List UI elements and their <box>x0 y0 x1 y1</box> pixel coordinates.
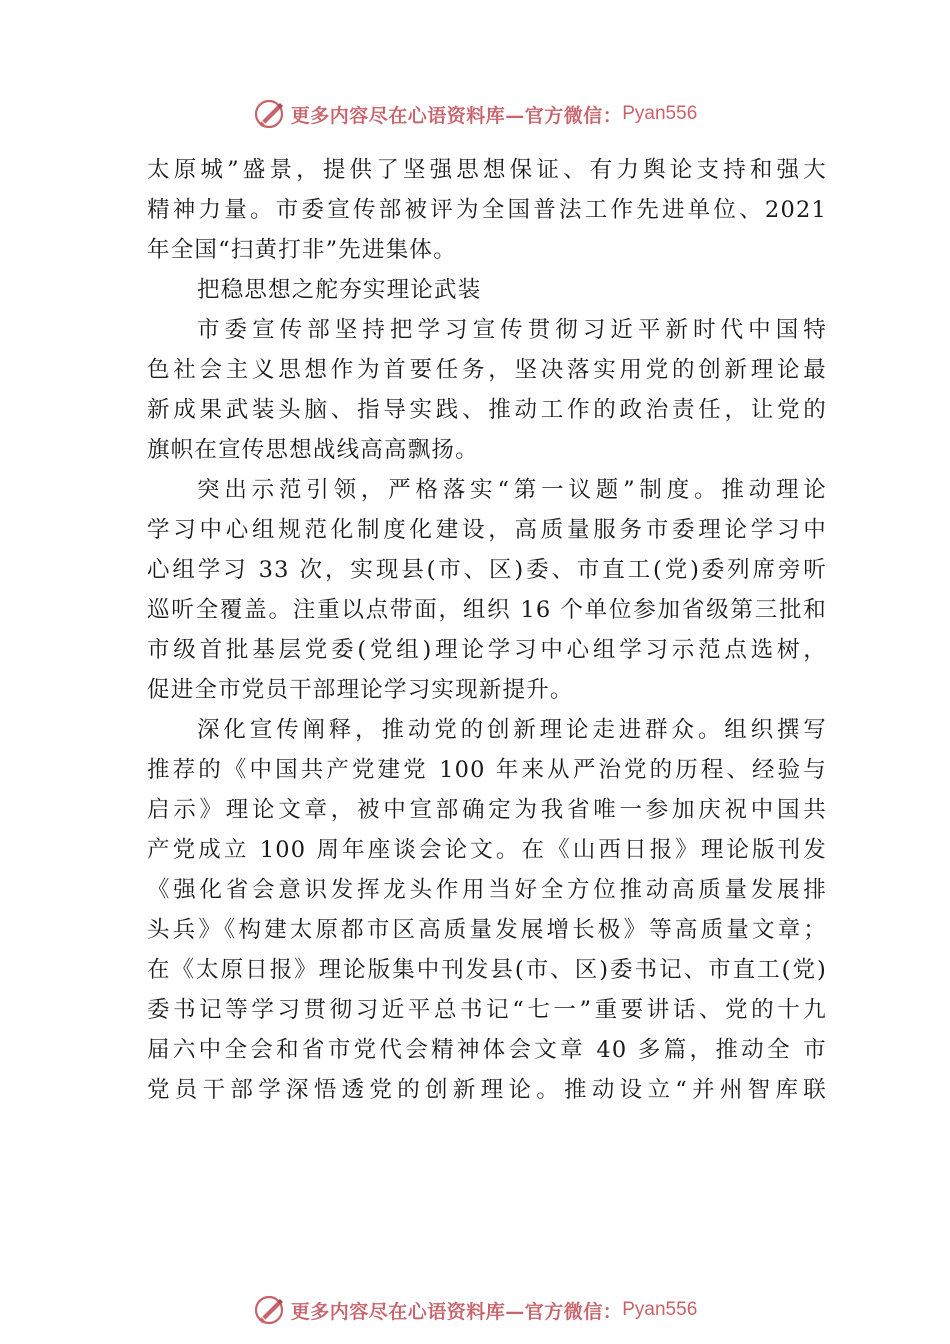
text-line: 年全国“扫黄打非”先进集体。 <box>147 237 457 263</box>
text-line: 党员干部学深悟透党的创新理论。推动设立“并州智库联 <box>147 1077 827 1103</box>
text-line: 学习中心组规范化制度化建设，高质量服务市委理论学习中 <box>147 517 827 543</box>
text-line: 启示》理论文章，被中宣部确定为我省唯一参加庆祝中国共 <box>147 797 827 823</box>
watermark-text: 更多内容尽在心语资料库—官方微信： <box>290 1300 623 1323</box>
watermark-wechat-id: Pyan556 <box>622 1299 698 1320</box>
text-line: 突出示范引领，严格落实“第一议题”制度。推动理论 <box>197 477 827 503</box>
header-watermark <box>0 94 950 134</box>
text-line: 新成果武装头脑、指导实践、推动工作的政治责任，让党的 <box>147 397 827 423</box>
text-line: 促进全市党员干部理论学习实现新提升。 <box>147 677 574 703</box>
text-line: 深化宣传阐释，推动党的创新理论走进群众。组织撰写 <box>197 717 827 743</box>
watermark-text: 更多内容尽在心语资料库—官方微信： <box>290 104 623 127</box>
paragraph <box>147 310 827 470</box>
text-line: 精神力量。市委宣传部被评为全国普法工作先进单位、2021 <box>147 197 827 223</box>
text-line: 市委宣传部坚持把学习宣传贯彻习近平新时代中国特 <box>197 317 827 343</box>
text-line: 产党成立 100 周年座谈会论文。在《山西日报》理论版刊发 <box>147 837 827 863</box>
text-line: 巡听全覆盖。注重以点带面，组织 16 个单位参加省级第三批和 <box>147 597 827 623</box>
paragraph <box>147 150 827 270</box>
footer-watermark <box>0 1290 950 1330</box>
document-body <box>147 150 827 1110</box>
text-line: 委书记等学习贯彻习近平总书记“七一”重要讲话、党的十九 <box>147 997 827 1023</box>
paragraph <box>147 470 827 710</box>
text-line: 届六中全会和省市党代会精神体会文章 40 多篇，推动全 市 <box>147 1037 827 1063</box>
text-line: 头兵》《构建太原都市区高质量发展增长极》等高质量文章； <box>147 917 827 943</box>
text-line: 在《太原日报》理论版集中刊发县(市、区)委书记、市直工(党) <box>147 957 827 983</box>
text-line: 旗帜在宣传思想战线高高飘扬。 <box>147 437 479 463</box>
text-line: 心组学习 33 次，实现县(市、区)委、市直工(党)委列席旁听 <box>147 557 827 583</box>
text-line: 太原城”盛景，提供了坚强思想保证、有力舆论支持和强大 <box>147 157 827 183</box>
text-line: 色社会主义思想作为首要任务，坚决落实用党的创新理论最 <box>147 357 827 383</box>
section-heading <box>147 270 827 310</box>
watermark-wechat-id: Pyan556 <box>622 103 698 124</box>
pen-logo-icon <box>253 1294 285 1326</box>
text-line: 市级首批基层党委(党组)理论学习中心组学习示范点选树， <box>147 637 827 663</box>
paragraph <box>147 710 827 1110</box>
text-line: 《强化省会意识发挥龙头作用当好全方位推动高质量发展排 <box>147 877 827 903</box>
pen-logo-icon <box>253 98 285 130</box>
text-line: 推荐的《中国共产党建党 100 年来从严治党的历程、经验与 <box>147 757 827 783</box>
heading-line: 把稳思想之舵夯实理论武装 <box>197 277 482 303</box>
